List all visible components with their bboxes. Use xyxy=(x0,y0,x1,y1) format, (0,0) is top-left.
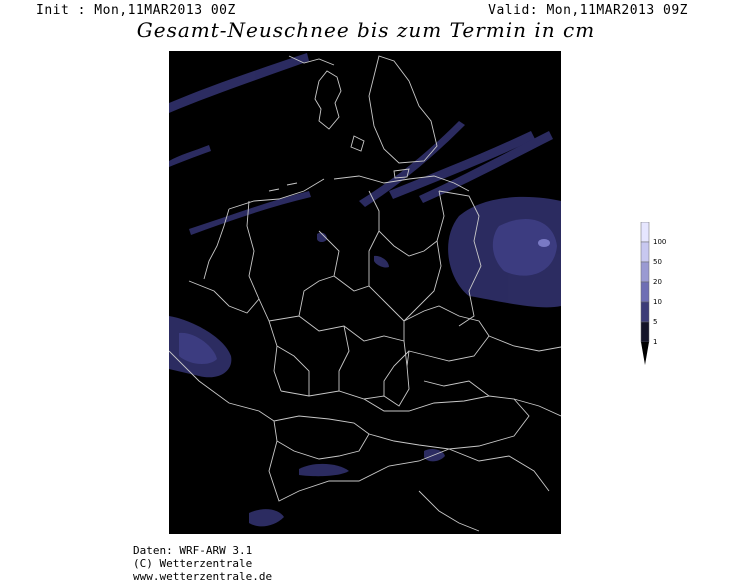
init-time-label: Init : Mon,11MAR2013 00Z xyxy=(36,3,236,18)
legend-label-1: 1 xyxy=(653,338,658,346)
legend-swatch-100 xyxy=(641,222,649,242)
legend-label-5: 5 xyxy=(653,318,658,326)
legend-label-20: 20 xyxy=(653,278,662,286)
footer-copyright: (C) Wetterzentrale xyxy=(133,557,253,570)
snow-areas-high xyxy=(538,239,550,247)
map-title: Gesamt-Neuschnee bis zum Termin in cm xyxy=(136,18,596,42)
legend-label-100: 100 xyxy=(653,238,667,246)
legend-arrow xyxy=(641,342,649,365)
legend-boxes xyxy=(641,222,649,365)
legend-swatch-5 xyxy=(641,302,649,322)
snow-peak-east xyxy=(538,239,550,247)
valid-time-label: Valid: Mon,11MAR2013 09Z xyxy=(488,3,688,18)
legend-swatch-1 xyxy=(641,322,649,342)
legend-swatch-20 xyxy=(641,262,649,282)
footer-credits xyxy=(133,544,272,583)
footer-data-source: Daten: WRF-ARW 3.1 xyxy=(133,544,253,557)
footer-website-link[interactable]: www.wetterzentrale.de xyxy=(133,570,273,583)
legend-label-50: 50 xyxy=(653,258,662,266)
legend-swatch-50 xyxy=(641,242,649,262)
legend-label-10: 10 xyxy=(653,298,662,306)
snowfall-map xyxy=(169,51,561,534)
legend-swatch-10 xyxy=(641,282,649,302)
